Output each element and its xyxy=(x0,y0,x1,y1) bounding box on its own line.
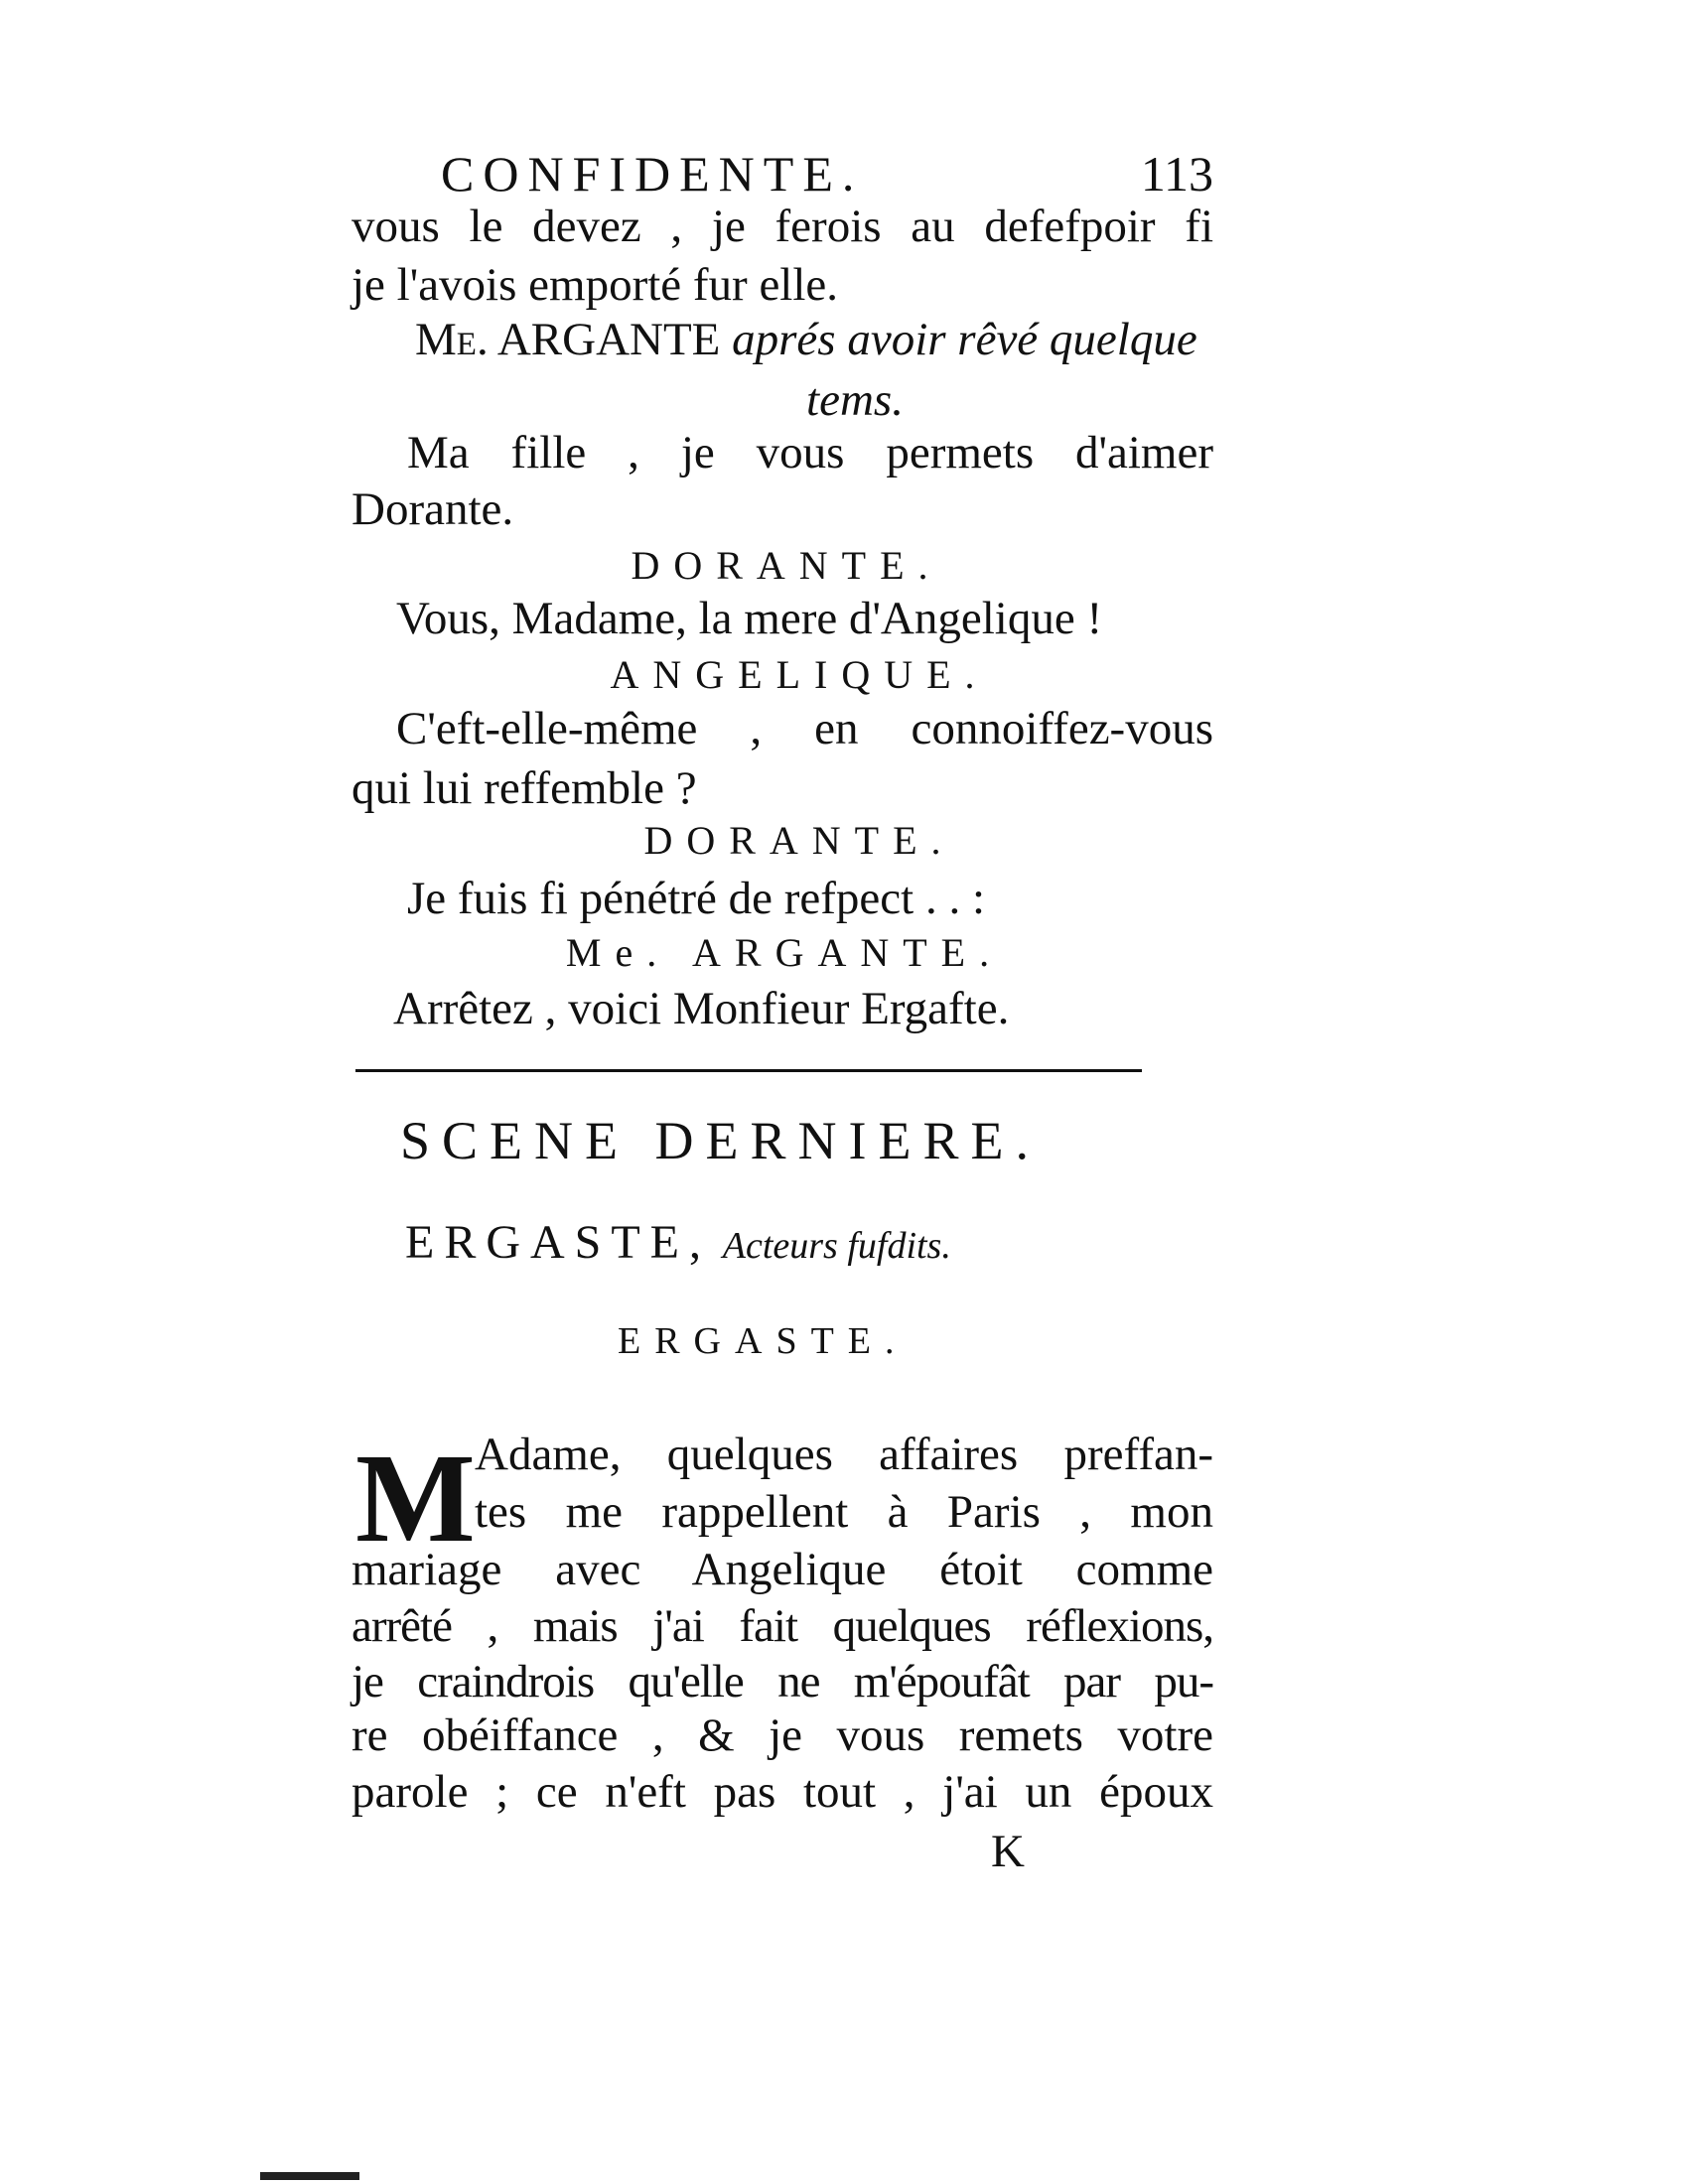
text-line: arrêté , mais j'ai fait quelques réflexions, xyxy=(352,1600,1213,1652)
cast-name: ERGASTE, xyxy=(405,1216,711,1269)
text-line: parole ; ce n'eft pas tout , j'ai un époux xyxy=(352,1766,1213,1818)
speaker-name: Me. ARGANTE. xyxy=(565,930,1004,975)
speaker-name: ANGELIQUE. xyxy=(610,652,989,697)
text-line: Vous, Madame, la mere d'Angelique ! xyxy=(396,593,1103,644)
speaker-name: Me. ARGANTE xyxy=(415,314,721,365)
cast-note: Acteurs fufdits. xyxy=(722,1225,951,1267)
text-line: Dorante. xyxy=(352,483,514,535)
text-line: tes me rappellent à Paris , mon xyxy=(475,1486,1213,1538)
scan-artifact xyxy=(260,2172,359,2180)
speaker-name: DORANTE. xyxy=(631,543,942,588)
text-line: je craindrois qu'elle ne m'époufât par pu- xyxy=(352,1656,1213,1707)
text-line: re obéiffance , & je vous remets votre xyxy=(352,1709,1213,1761)
speaker-name: ERGASTE. xyxy=(618,1320,909,1362)
text-line: C'eft-elle-même , en connoiffez-vous xyxy=(396,703,1213,754)
speaker-name: DORANTE. xyxy=(643,818,955,863)
text-line: mariage avec Angelique étoit comme xyxy=(352,1544,1213,1595)
stage-direction xyxy=(415,314,1213,365)
text-line: vous le devez , je ferois au defefpoir fi xyxy=(352,201,1213,252)
running-head xyxy=(441,146,1213,202)
page-number: 113 xyxy=(1140,146,1213,202)
signature-mark: K xyxy=(991,1826,1025,1877)
scene-cast xyxy=(405,1216,951,1269)
section-divider xyxy=(355,1069,1142,1072)
text-line: Ma fille , je vous permets d'aimer xyxy=(407,427,1213,478)
text-line: Arrêtez , voici Monfieur Ergafte. xyxy=(393,983,1010,1034)
text-line: Adame, quelques affaires preffan- xyxy=(475,1429,1213,1480)
drop-cap: M xyxy=(355,1428,476,1569)
text-line: qui lui reffemble ? xyxy=(352,762,697,814)
text-line: je l'avois emporté fur elle. xyxy=(352,259,839,311)
scene-title: SCENE DERNIERE. xyxy=(400,1111,1041,1170)
stage-direction-cont: tems. xyxy=(806,374,904,426)
direction-text: aprés avoir rêvé quelque xyxy=(732,314,1197,365)
running-title: CONFIDENTE. xyxy=(441,146,864,202)
text-line: Je fuis fi pénétré de refpect . . : xyxy=(407,873,986,924)
